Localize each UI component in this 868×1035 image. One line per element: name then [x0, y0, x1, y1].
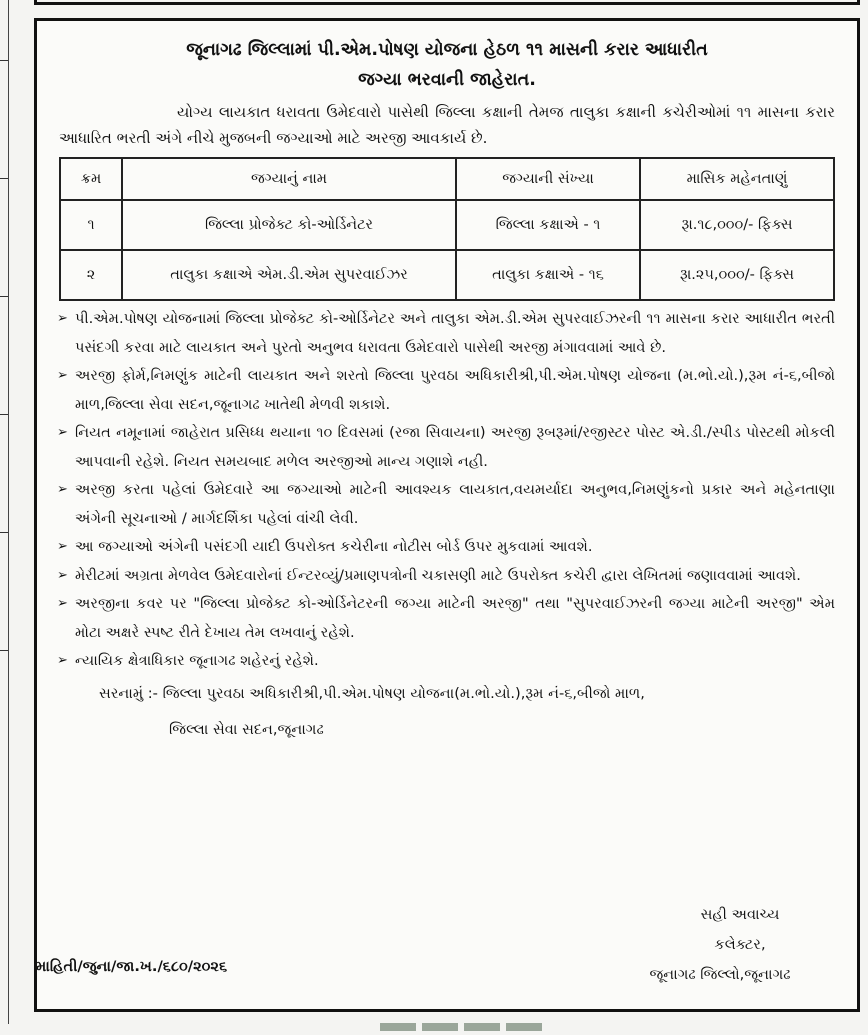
header-post-count: જગ્યાની સંખ્યા — [456, 158, 640, 200]
list-item-text: ન્યાયિક ક્ષેત્રાધિકાર જૂનાગઢ શહેરનું રહેશે. — [75, 652, 319, 669]
row-serial: ૧ — [60, 200, 122, 250]
notice-title — [59, 35, 835, 95]
row-post-name: તાલુકા કક્ષાએ એમ.ડી.એમ સુપરવાઈઝર — [122, 250, 456, 300]
page-left-edge — [0, 0, 9, 1024]
row-salary: રૂા.૨૫,૦૦૦/- ફિક્સ — [640, 250, 834, 300]
list-item — [59, 305, 835, 362]
list-item — [59, 419, 835, 476]
border-mark — [422, 1023, 458, 1031]
list-item-text: પી.એમ.પોષણ યોજનામાં જિલ્લા પ્રોજેક્ટ કો-ઓર્ડિનેટર અને તાલુકા એમ.ડી.એમ સુપરવાઈઝરની ૧૧ માસના કરાર આધારીત ભરતી પસંદગી કરવા માટે લાયકાત અને પુરતો અનુભવ ધરાવતા ઉમેદવારો પાસેથી અરજી મંગાવવામાં આવે છે. — [75, 310, 835, 356]
notice-title-line2: જગ્યા ભરવાની જાહેરાત. — [358, 70, 536, 90]
row-serial: ૨ — [60, 250, 122, 300]
arrow-bullet-icon: ➢ — [57, 482, 68, 497]
vacancy-table — [59, 157, 835, 301]
office-address — [59, 680, 835, 744]
list-item — [59, 533, 835, 562]
list-item-text: અરજી કરતા પહેલાં ઉમેદવારે આ જગ્યાઓ માટેની આવશ્યક લાયકાત,વયમર્યાદા અનુભવ,નિમણુંકનો પ્રકાર અને મહેનતાણા અંગેની સૂચનાઓ / માર્ગદર્શિકા પહેલાં વાંચી લેવી. — [75, 481, 835, 527]
edge-tick — [0, 60, 8, 61]
border-mark — [506, 1023, 542, 1031]
arrow-bullet-icon: ➢ — [57, 567, 68, 583]
list-item-text: અરજીના કવર પર "જિલ્લા પ્રોજેક્ટ કો-ઓર્ડિનેટરની જગ્યા માટેની અરજી" તથા "સુપરવાઈઝરની જગ્યા માટેની અરજી" એમ મોટા અક્ષરે સ્પષ્ટ રીતે દેખાય તેમ લખવાનું રહેશે. — [75, 595, 835, 641]
list-item-text: આ જગ્યાઓ અંગેની પસંદગી યાદી ઉપરોક્ત કચેરીના નોટીસ બોર્ડ ઉપર મુકવામાં આવશે. — [75, 538, 593, 555]
border-mark — [380, 1023, 416, 1031]
table-row — [60, 250, 834, 300]
row-salary: રૂા.૧૮,૦૦૦/- ફિક્સ — [640, 200, 834, 250]
table-row — [60, 200, 834, 250]
list-item — [59, 562, 835, 591]
reference-number: માહિતી/જુના/જા.ખ./૬૮૦/૨૦૨૬ — [36, 958, 228, 975]
address-line1: સરનામું :- જિલ્લા પુરવઠા અધિકારીશ્રી,પી.એમ.પોષણ યોજના(મ.ભો.યો.),રૂમ નં-૬,બીજો માળ, — [99, 684, 645, 702]
list-item-text: મેરીટમાં અગ્રતા મેળવેલ ઉમેદવારોનાં ઈન્ટરવ્યું/પ્રમાણપત્રોની ચકાસણી માટે ઉપરોક્ત કચેરી દ્વારા લેખિતમાં જણાવવામાં આવશે. — [75, 566, 801, 584]
arrow-bullet-icon: ➢ — [57, 653, 68, 668]
header-post-name: જગ્યાનું નામ — [122, 158, 456, 200]
row-post-count: તાલુકા કક્ષાએ - ૧૬ — [456, 250, 640, 300]
row-post-name: જિલ્લા પ્રોજેક્ટ કો-ઓર્ડિનેટર — [122, 200, 456, 250]
list-item — [59, 647, 835, 676]
bottom-border-marks — [380, 1016, 560, 1024]
arrow-bullet-icon: ➢ — [57, 596, 68, 611]
recruitment-notice — [34, 18, 860, 1012]
notice-intro: યોગ્ય લાયકાત ધરાવતા ઉમેદવારો પાસેથી જિલ્લા કક્ષાની તેમજ તાલુકા કક્ષાની કચેરીઓમાં ૧૧ માસના કરાર આધારિત ભરતી અંગે નીચે મુજબની જગ્યાઓ માટે અરજી આવકાર્ય છે. — [59, 103, 835, 147]
arrow-bullet-icon: ➢ — [57, 539, 68, 554]
arrow-bullet-icon: ➢ — [57, 368, 68, 383]
border-mark — [464, 1023, 500, 1031]
header-salary: માસિક મહેનતાણું — [640, 158, 834, 200]
edge-tick — [0, 650, 8, 651]
notice-title-line1: જૂનાગઢ જિલ્લામાં પી.એમ.પોષણ યોજના હેઠળ ૧૧ માસની કરાર આધારીત — [186, 40, 708, 60]
edge-tick — [0, 532, 8, 533]
list-item-text: અરજી ફોર્મ,નિમણુંક માટેની લાયકાત અને શરતો જિલ્લા પુરવઠા અધિકારીશ્રી,પી.એમ.પોષણ યોજના (મ.ભો.યો.),રૂમ નં-૬,બીજો માળ,જિલ્લા સેવા સદન,જૂનાગઢ ખાતેથી મેળવી શકાશે. — [75, 367, 835, 413]
instruction-list — [59, 305, 835, 676]
table-header-row — [60, 158, 834, 200]
list-item — [59, 362, 835, 419]
signature-block — [610, 900, 830, 990]
signature-office: જૂનાગઢ જિલ્લો,જૂનાગઢ — [649, 966, 791, 983]
header-serial: ક્રમ — [60, 158, 122, 200]
list-item-text: નિયત નમૂનામાં જાહેરાત પ્રસિધ્ધ થયાના ૧૦ દિવસમાં (રજા સિવાયના) અરજી રૂબરૂમાં/રજીસ્ટર પોસ્ટ એ.ડી./સ્પીડ પોસ્ટથી મોકલી આપવાની રહેશે. નિયત સમયબાદ મળેલ અરજીઓ માન્ય ગણાશે નહી. — [75, 424, 835, 470]
list-item — [59, 590, 835, 647]
edge-tick — [0, 178, 8, 179]
signature-line1: સહી અવાચ્ય — [700, 906, 780, 923]
list-item — [59, 476, 835, 533]
edge-tick — [0, 414, 8, 415]
signature-designation: કલેક્ટર, — [714, 936, 766, 953]
address-line2: જિલ્લા સેવા સદન,જૂનાગઢ — [169, 720, 324, 738]
arrow-bullet-icon: ➢ — [57, 425, 68, 440]
row-post-count: જિલ્લા કક્ષાએ - ૧ — [456, 200, 640, 250]
edge-tick — [0, 296, 8, 297]
arrow-bullet-icon: ➢ — [57, 311, 68, 326]
previous-notice-border — [34, 0, 860, 5]
